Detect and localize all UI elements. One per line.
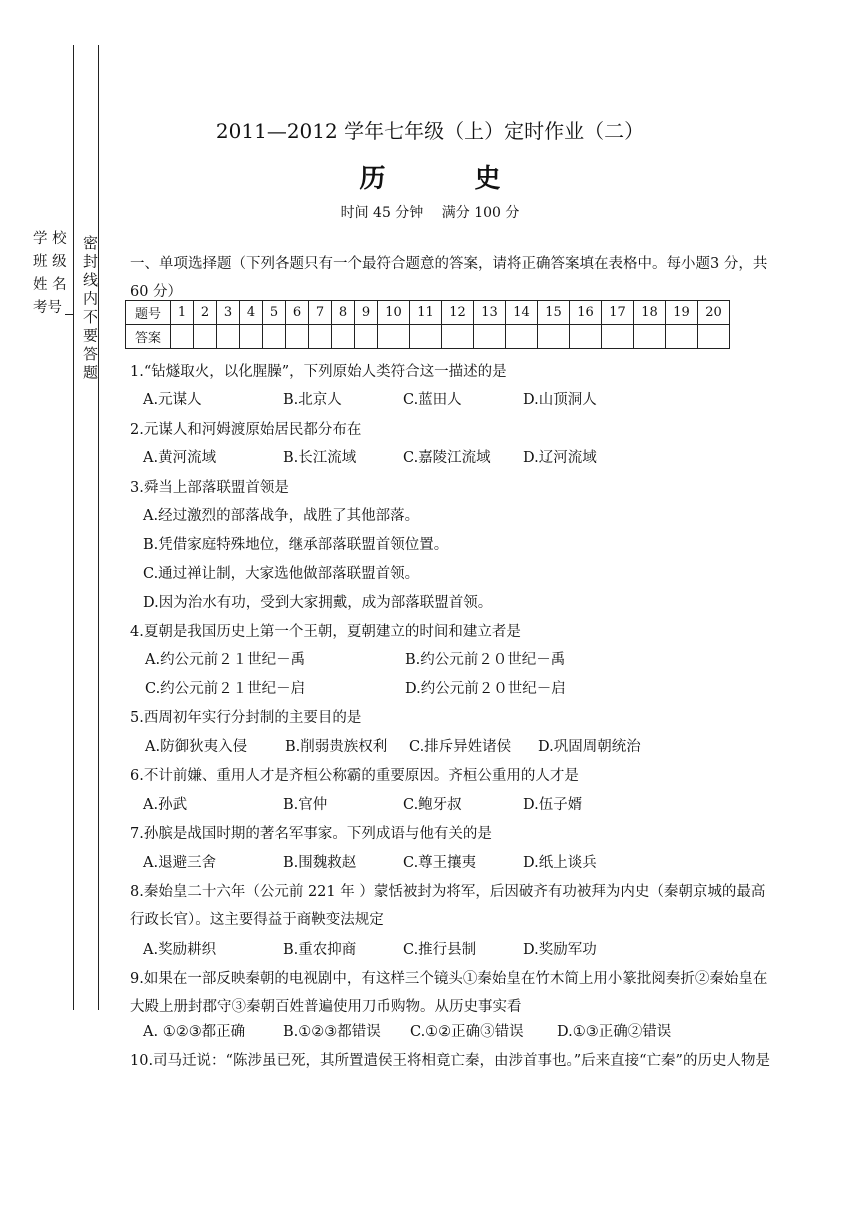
question-4-option-a: A.约公元前２１世纪－禹 (145, 652, 306, 668)
answer-cell[interactable] (570, 325, 602, 349)
question-7-option-d: D.纸上谈兵 (523, 855, 597, 871)
question-1-option-c: C.蓝田人 (403, 392, 462, 408)
answer-cell[interactable] (309, 325, 332, 349)
question-5-stem: 5.西周初年实行分封制的主要目的是 (130, 710, 362, 726)
class-field-label: 班 级 (33, 254, 67, 270)
question-7-option-a: A.退避三舍 (143, 855, 217, 871)
question-number-cell: 2 (194, 301, 217, 325)
question-9-option-c: C.①②正确③错误 (410, 1024, 524, 1040)
question-2-option-a: A.黄河流域 (143, 450, 217, 466)
question-5-option-c: C.排斥异姓诸侯 (409, 739, 512, 755)
question-6-stem: 6.不计前嫌、重用人才是齐桓公称霸的重要原因。齐桓公重用的人才是 (130, 768, 579, 784)
question-5-option-d: D.巩固周朝统治 (538, 739, 641, 755)
exam-title: 2011—2012 学年七年级（上）定时作业（二） (215, 119, 645, 143)
answer-cell[interactable] (171, 325, 194, 349)
question-number-cell: 11 (410, 301, 442, 325)
question-4-stem: 4.夏朝是我国历史上第一个王朝，夏朝建立的时间和建立者是 (130, 624, 521, 640)
question-6-option-a: A.孙武 (143, 797, 188, 813)
question-number-cell: 7 (309, 301, 332, 325)
question-3-option-d: D.因为治水有功，受到大家拥戴，成为部落联盟首领。 (143, 595, 493, 611)
answer-cell[interactable] (240, 325, 263, 349)
answer-cell[interactable] (698, 325, 730, 349)
answer-cell[interactable] (286, 325, 309, 349)
answer-cell[interactable] (355, 325, 378, 349)
question-number-cell: 1 (171, 301, 194, 325)
answer-cell[interactable] (634, 325, 666, 349)
question-2-option-c: C.嘉陵江流域 (403, 450, 491, 466)
answer-cell[interactable] (506, 325, 538, 349)
question-8-stem: 8.秦始皇二十六年（公元前 221 年 ）蒙恬被封为将军，后因破齐有功被拜为内史（秦朝京城的最高行政长官）。这主要得益于商鞅变法规定 (130, 884, 766, 928)
answer-cell[interactable] (217, 325, 240, 349)
row-label-answer: 答案 (126, 325, 171, 349)
question-3-option-a: A.经过激烈的部落战争，战胜了其他部落。 (143, 508, 420, 524)
table-row (126, 325, 730, 349)
answer-table (125, 300, 730, 349)
question-5-option-a: A.防御狄夷入侵 (145, 739, 248, 755)
question-number-cell: 15 (538, 301, 570, 325)
answer-cell[interactable] (602, 325, 634, 349)
question-8-option-a: A.奖励耕织 (143, 942, 217, 958)
school-field-label: 学 校 (33, 231, 67, 247)
question-1-option-a: A.元谋人 (143, 392, 202, 408)
question-4-option-b: B.约公元前２０世纪－禹 (405, 652, 566, 668)
exam-number-underline (65, 314, 73, 315)
question-number-cell: 8 (332, 301, 355, 325)
question-3-stem: 3.舜当上部落联盟首领是 (130, 480, 289, 496)
question-number-cell: 19 (666, 301, 698, 325)
answer-cell[interactable] (332, 325, 355, 349)
answer-cell[interactable] (666, 325, 698, 349)
question-1-stem: 1.“钻燧取火，以化腥臊”，下列原始人类符合这一描述的是 (130, 364, 507, 380)
sealed-line-notice: 密封线内不要答题 (81, 235, 99, 383)
question-6-option-d: D.伍子婿 (523, 797, 583, 813)
question-6-option-c: C.鲍牙叔 (403, 797, 462, 813)
question-number-cell: 4 (240, 301, 263, 325)
answer-cell[interactable] (194, 325, 217, 349)
name-field-label: 姓 名 (33, 277, 67, 293)
question-7-option-c: C.尊王攘夷 (403, 855, 477, 871)
question-7-option-b: B.围魏救赵 (283, 855, 357, 871)
question-number-cell: 3 (217, 301, 240, 325)
question-2-option-d: D.辽河流域 (523, 450, 597, 466)
question-5-option-b: B.削弱贵族权利 (285, 739, 388, 755)
exam-score: 满分 100 分 (441, 205, 520, 221)
answer-cell[interactable] (263, 325, 286, 349)
question-7-stem: 7.孙膑是战国时期的著名军事家。下列成语与他有关的是 (130, 826, 492, 842)
question-8-option-b: B.重农抑商 (283, 942, 357, 958)
question-9-option-b: B.①②③都错误 (283, 1024, 381, 1040)
question-number-cell: 13 (474, 301, 506, 325)
question-number-cell: 10 (378, 301, 410, 325)
table-row (126, 301, 730, 325)
question-4-option-d: D.约公元前２０世纪－启 (405, 681, 566, 697)
question-8-option-d: D.奖励军功 (523, 942, 597, 958)
question-3-option-c: C.通过禅让制，大家选他做部落联盟首领。 (143, 566, 420, 582)
row-label-number: 题号 (126, 301, 171, 325)
answer-cell[interactable] (378, 325, 410, 349)
answer-cell[interactable] (442, 325, 474, 349)
question-number-cell: 17 (602, 301, 634, 325)
exam-number-field-label: 考号 (33, 300, 62, 316)
subject-title: 历 史 (359, 164, 541, 194)
question-1-option-d: D.山顶洞人 (523, 392, 597, 408)
question-6-option-b: B.官仲 (283, 797, 328, 813)
section-heading: 一、单项选择题（下列各题只有一个最符合题意的答案，请将正确答案填在表格中。每小题3 分，共 60 分） (130, 256, 768, 300)
question-1-option-b: B.北京人 (283, 392, 342, 408)
question-3-option-b: B.凭借家庭特殊地位，继承部落联盟首领位置。 (143, 537, 449, 553)
exam-time-score (0, 202, 860, 222)
question-10-stem: 10.司马迁说：“陈涉虽已死，其所置遣侯王将相竟亡秦，由涉首事也。”后来直接“亡秦”的历史人物是 (130, 1053, 770, 1069)
question-9-option-d: D.①③正确②错误 (557, 1024, 672, 1040)
question-4-option-c: C.约公元前２１世纪－启 (145, 681, 306, 697)
question-8-option-c: C.推行县制 (403, 942, 477, 958)
question-number-cell: 9 (355, 301, 378, 325)
exam-time: 时间 45 分钟 (340, 205, 424, 221)
question-number-cell: 20 (698, 301, 730, 325)
answer-cell[interactable] (410, 325, 442, 349)
question-2-stem: 2.元谋人和河姆渡原始居民都分布在 (130, 422, 362, 438)
question-9-option-a: A. ①②③都正确 (143, 1024, 246, 1040)
answer-cell[interactable] (474, 325, 506, 349)
question-number-cell: 18 (634, 301, 666, 325)
question-number-cell: 6 (286, 301, 309, 325)
answer-cell[interactable] (538, 325, 570, 349)
question-number-cell: 14 (506, 301, 538, 325)
question-9-stem: 9.如果在一部反映秦朝的电视剧中，有这样三个镜头①秦始皇在竹木简上用小篆批阅奏折②秦始皇在大殿上册封郡守③秦朝百姓普遍使用刀币购物。从历史事实看 (130, 971, 768, 1015)
question-number-cell: 12 (442, 301, 474, 325)
question-number-cell: 16 (570, 301, 602, 325)
question-2-option-b: B.长江流域 (283, 450, 357, 466)
question-number-cell: 5 (263, 301, 286, 325)
